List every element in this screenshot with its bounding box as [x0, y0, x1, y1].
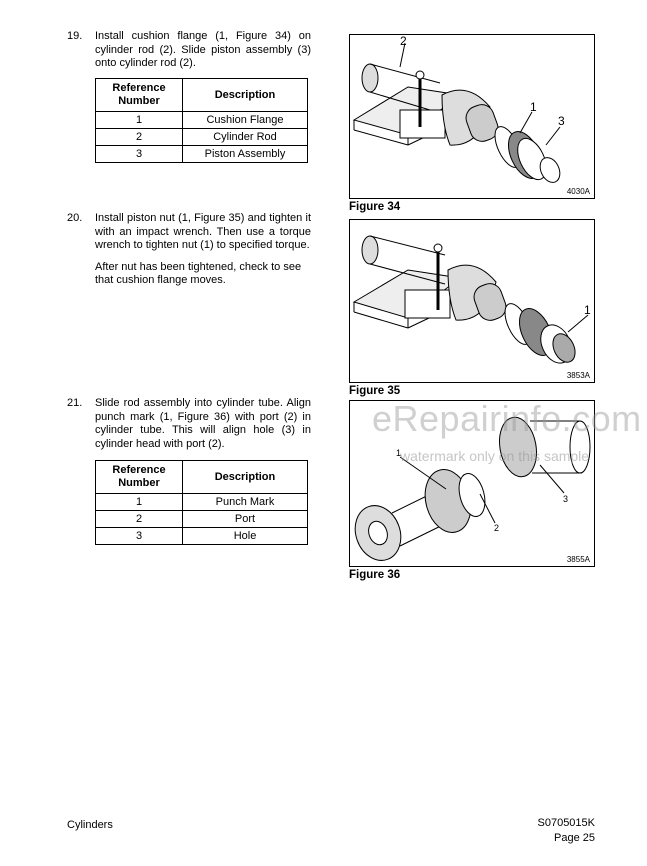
ref-cell: 2	[96, 129, 183, 146]
desc-cell: Punch Mark	[183, 494, 308, 511]
step-20	[67, 212, 311, 296]
table-row	[96, 511, 308, 528]
step-19	[67, 30, 311, 79]
callout-2: 2	[400, 35, 407, 48]
figure-code: 4030A	[566, 187, 590, 196]
table-row	[96, 129, 308, 146]
callout-3: 3	[563, 494, 569, 504]
step-note: After nut has been tightened, check to see that cushion flange moves.	[95, 260, 302, 287]
figure-34-illustration	[349, 34, 595, 199]
figure-36-caption: Figure 36	[349, 569, 401, 581]
callout-2: 2	[494, 523, 500, 533]
table-row	[96, 528, 308, 545]
table-row	[96, 146, 308, 163]
desc-cell: Port	[183, 511, 308, 528]
watermark-subtext: watermark only on this sample	[400, 448, 590, 464]
figure-34-caption: Figure 34	[349, 201, 401, 213]
desc-cell: Cylinder Rod	[183, 129, 308, 146]
figure-35-caption: Figure 35	[349, 385, 401, 397]
reference-table-figure-34	[95, 78, 308, 163]
piston-nut-illustration	[350, 220, 594, 382]
step-number: 21.	[67, 397, 83, 409]
footer-doc-number: S0705015K	[537, 817, 595, 829]
footer-page-number: Page 25	[554, 832, 595, 844]
description-header: Description	[183, 79, 308, 112]
callout-3: 3	[558, 114, 565, 128]
step-number: 20.	[67, 212, 83, 224]
ref-cell: 2	[96, 511, 183, 528]
ref-cell: 1	[96, 112, 183, 129]
figure-35-illustration	[349, 219, 595, 383]
callout-1: 1	[584, 303, 591, 317]
reference-table-figure-36	[95, 460, 308, 545]
desc-cell: Hole	[183, 528, 308, 545]
footer-section: Cylinders	[67, 819, 113, 831]
desc-cell: Piston Assembly	[183, 146, 308, 163]
ref-cell: 3	[96, 528, 183, 545]
ref-cell: 3	[96, 146, 183, 163]
callout-1: 1	[396, 448, 402, 458]
step-text: Slide rod assembly into cylinder tube. Align punch mark (1, Figure 36) with port (2) in cylinder tube. This will align hole (3) in cylinder head with port (2).	[95, 397, 311, 450]
step-text: Install cushion flange (1, Figure 34) on cylinder rod (2). Slide piston assembly (3) onto cylinder rod (2).	[95, 30, 311, 70]
step-number: 19.	[67, 30, 83, 42]
table-row	[96, 494, 308, 511]
desc-cell: Cushion Flange	[183, 112, 308, 129]
step-21	[67, 397, 311, 459]
step-text: Install piston nut (1, Figure 35) and tighten it with an impact wrench. Then use a torque wrench to tighten nut (1) to specified torque.	[95, 212, 311, 252]
reference-number-header: Reference Number	[96, 79, 183, 112]
watermark-text: eRepairinfo.com	[372, 398, 642, 439]
ref-cell: 1	[96, 494, 183, 511]
description-header: Description	[183, 461, 308, 494]
callout-1: 1	[530, 100, 537, 114]
reference-number-header: Reference Number	[96, 461, 183, 494]
figure-code: 3855A	[566, 555, 590, 564]
figure-code: 3853A	[566, 371, 590, 380]
table-row	[96, 112, 308, 129]
cylinder-rod-illustration	[350, 35, 594, 198]
